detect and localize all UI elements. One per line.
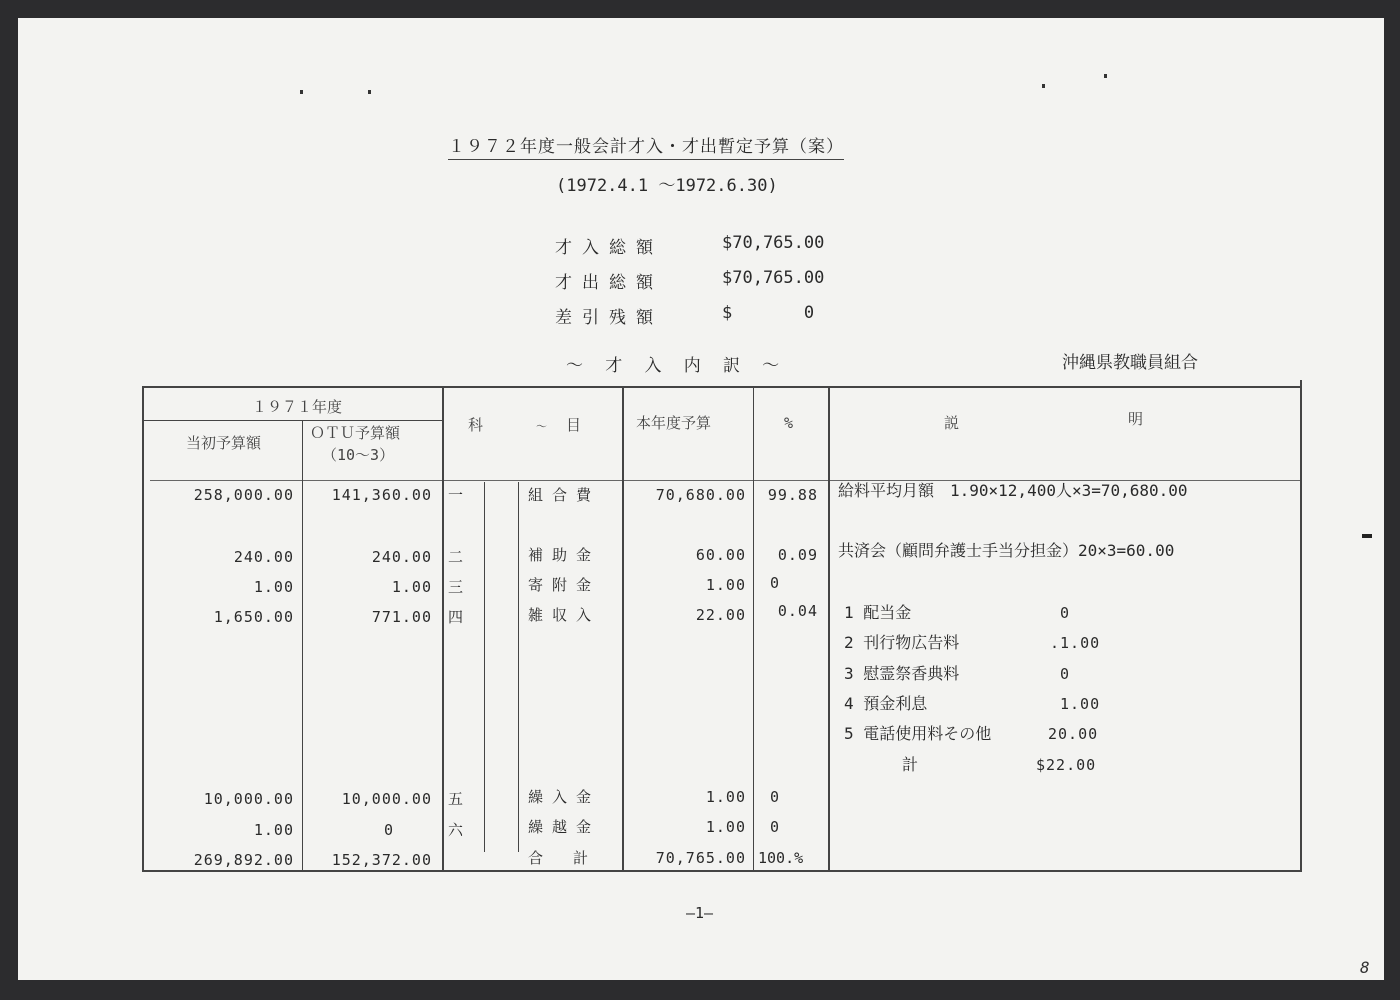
misc-item-value: 20.00 xyxy=(1048,725,1099,743)
cell-item-number: 四 xyxy=(448,608,464,626)
misc-item-label: 4 預金利息 xyxy=(844,694,928,713)
cell-otu-budget: 10,000.00 xyxy=(341,790,432,808)
dust-speck xyxy=(300,90,303,94)
misc-item-value: .1.00 xyxy=(1050,634,1101,652)
misc-item-value: 0 xyxy=(1060,665,1070,683)
revenue-breakdown-table xyxy=(142,380,1302,872)
cell-item-number: 六 xyxy=(448,821,464,839)
misc-total-value: $22.00 xyxy=(1036,756,1097,774)
cell-current-budget: 1.00 xyxy=(705,818,746,836)
misc-item-value: 1.00 xyxy=(1060,695,1101,713)
misc-item-label: 1 配当金 xyxy=(844,603,912,622)
misc-total-label: 計 xyxy=(902,755,919,774)
dust-speck xyxy=(1104,74,1107,78)
column-divider xyxy=(302,420,303,872)
header-item-ka: 科 xyxy=(468,416,484,434)
summary-label-revenue: 才入総額 xyxy=(555,238,663,258)
cell-otu-budget-total: 152,372.00 xyxy=(331,851,432,869)
table-border-left xyxy=(142,386,144,872)
header-description-1: 説 xyxy=(944,414,960,432)
cell-initial-budget-total: 269,892.00 xyxy=(193,851,294,869)
summary-value-revenue: $70,765.00 xyxy=(722,233,825,253)
header-description-2: 明 xyxy=(1128,410,1144,428)
cell-total-label: 合 計 xyxy=(528,849,589,867)
cell-percent: 0 xyxy=(770,788,780,806)
summary-value-balance: $ 0 xyxy=(722,303,815,323)
header-item-mark: ～ xyxy=(536,420,547,433)
cell-current-budget-total: 70,765.00 xyxy=(655,849,746,867)
header-prev-year: １９７１年度 xyxy=(252,398,343,416)
misc-item-label: 5 電話使用料その他 xyxy=(844,724,992,743)
cell-description: 給料平均月額 1.90×12,400人×3=70,680.00 xyxy=(838,481,1188,500)
cell-otu-budget: 1.00 xyxy=(391,578,432,596)
cell-item-name: 繰 越 金 xyxy=(528,818,592,836)
header-current-budget: 本年度予算 xyxy=(636,414,712,432)
cell-initial-budget: 1,650.00 xyxy=(213,608,294,626)
document-title: １９７２年度一般会計才入・才出暫定予算（案） xyxy=(448,132,844,160)
cell-item-name: 組 合 費 xyxy=(528,486,592,504)
dust-speck xyxy=(368,90,371,94)
cell-percent: 0 xyxy=(770,818,780,836)
cell-current-budget: 1.00 xyxy=(705,576,746,594)
cell-item-number: 一 xyxy=(448,486,464,504)
cell-current-budget: 60.00 xyxy=(695,546,746,564)
cell-percent: 0 xyxy=(770,574,780,592)
table-border-bottom xyxy=(142,870,1302,872)
cell-item-name: 雑 収 入 xyxy=(528,606,592,624)
page-number: —1— xyxy=(686,904,714,922)
cell-item-name: 繰 入 金 xyxy=(528,788,592,806)
organization-name: 沖縄県教職員組合 xyxy=(1062,353,1198,373)
summary-label-balance: 差引残額 xyxy=(555,308,663,328)
cell-otu-budget: 0 xyxy=(384,821,394,839)
cell-initial-budget: 240.00 xyxy=(233,548,294,566)
header-otu-note: （10～3） xyxy=(322,446,395,464)
column-divider xyxy=(518,482,519,852)
column-divider xyxy=(484,482,485,852)
summary-value-expense: $70,765.00 xyxy=(722,268,825,288)
corner-handwritten-mark: 8 xyxy=(1360,958,1370,977)
section-subtitle: ～ 才 入 内 訳 ～ xyxy=(566,356,786,376)
cell-description: 共済会（顧問弁護士手当分担金）20×3=60.00 xyxy=(838,541,1175,560)
cell-initial-budget: 258,000.00 xyxy=(193,486,294,504)
cell-percent: 0.09 xyxy=(777,546,818,564)
column-divider xyxy=(828,386,830,872)
margin-tick-mark xyxy=(1362,534,1372,538)
column-divider xyxy=(753,386,754,872)
cell-initial-budget: 1.00 xyxy=(253,821,294,839)
cell-percent: 99.88 xyxy=(767,486,818,504)
budget-period: (1972.4.1 ～1972.6.30) xyxy=(556,176,778,196)
cell-otu-budget: 141,360.00 xyxy=(331,486,432,504)
cell-otu-budget: 771.00 xyxy=(371,608,432,626)
cell-otu-budget: 240.00 xyxy=(371,548,432,566)
column-divider xyxy=(622,386,624,872)
cell-item-number: 二 xyxy=(448,548,464,566)
dust-speck xyxy=(1042,84,1045,88)
cell-percent-total: 100.% xyxy=(758,849,804,867)
cell-item-number: 五 xyxy=(448,790,464,808)
misc-item-value: 0 xyxy=(1060,604,1070,622)
header-divider xyxy=(142,420,442,421)
cell-initial-budget: 10,000.00 xyxy=(203,790,294,808)
table-border-top xyxy=(142,386,1302,388)
header-initial-budget: 当初予算額 xyxy=(186,434,262,452)
cell-current-budget: 22.00 xyxy=(695,606,746,624)
cell-item-name: 寄 附 金 xyxy=(528,576,592,594)
misc-item-label: 2 刊行物広告料 xyxy=(844,633,960,652)
cell-percent: 0.04 xyxy=(777,602,818,620)
summary-label-expense: 才出総額 xyxy=(555,273,663,293)
cell-item-number: 三 xyxy=(448,578,464,596)
header-percent: % xyxy=(784,414,794,432)
cell-current-budget: 70,680.00 xyxy=(655,486,746,504)
header-otu-budget: ＯＴＵ予算額 xyxy=(310,424,401,442)
cell-current-budget: 1.00 xyxy=(705,788,746,806)
header-item-moku: 目 xyxy=(566,416,582,434)
column-divider xyxy=(442,386,444,872)
table-border-right xyxy=(1300,380,1302,872)
cell-item-name: 補 助 金 xyxy=(528,546,592,564)
misc-item-label: 3 慰霊祭香典料 xyxy=(844,664,960,683)
cell-initial-budget: 1.00 xyxy=(253,578,294,596)
